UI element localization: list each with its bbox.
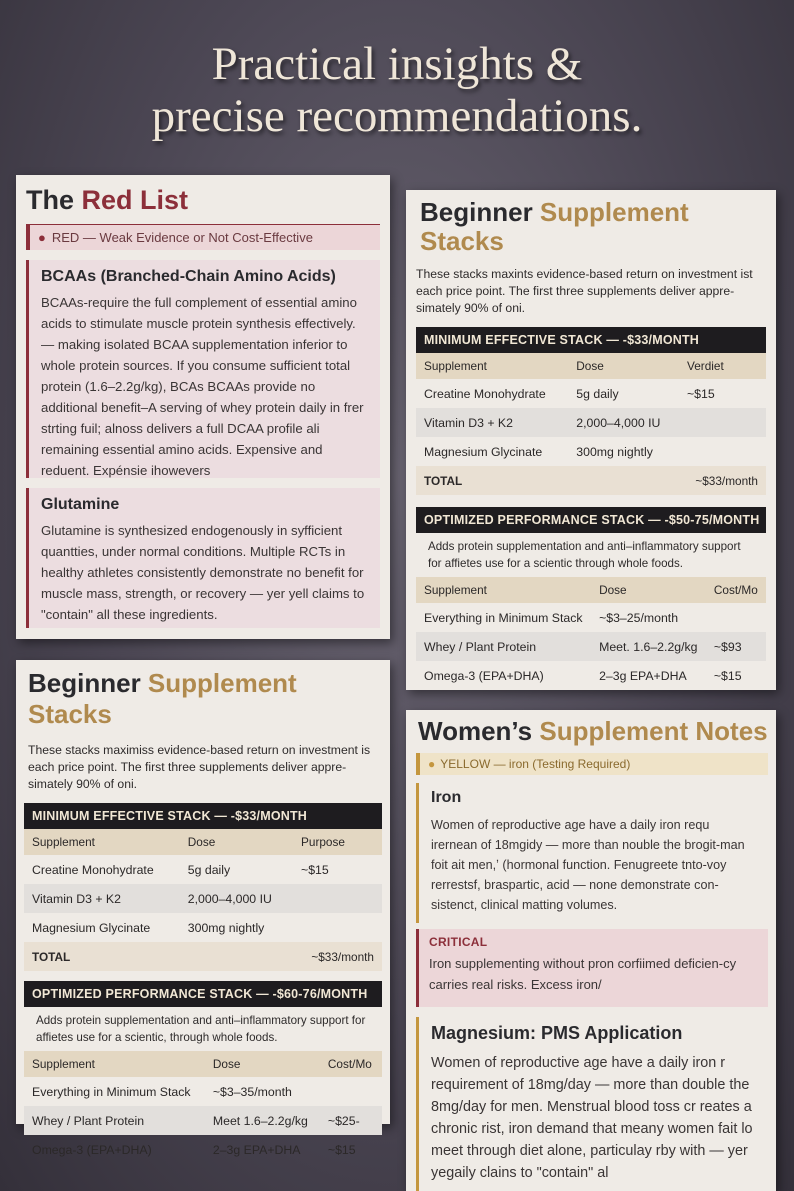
table-total-row [24, 942, 382, 971]
cell: ~$3–25/month [599, 610, 679, 625]
cell: 300mg nightly [187, 920, 265, 935]
beginner-left-title-a: Beginner [28, 668, 148, 698]
cell: Omega-3 (EPA+DHA) [32, 1142, 152, 1157]
cell: ~$3–35/month [212, 1084, 292, 1099]
cell [679, 437, 766, 466]
womens-title [418, 716, 768, 747]
red-list-title [26, 185, 380, 216]
cell: ~$93 [706, 632, 766, 661]
opt-stack-note-right: Adds protein supplementation and anti–inflammatory support for affietes use for a scientic through whole foods. [428, 540, 741, 570]
critical-body: Iron supplementing without pron corfiimed deficien-cy carries real risks. Excess iron/ [429, 956, 737, 992]
col-cost: Cost/Mo [706, 577, 766, 603]
table-row [416, 437, 766, 466]
womens-title-b: Supplement Notes [539, 716, 768, 746]
cell: Meet 1.6–2.2g/kg [205, 1106, 320, 1135]
cell: 2–3g EPA+DHA [599, 668, 687, 683]
cell: ~$15 [327, 1142, 356, 1157]
cell [679, 408, 766, 437]
cell [293, 913, 382, 942]
red-list-card [16, 175, 390, 639]
table-row [24, 1135, 382, 1164]
entry-glutamine-title: Glutamine [41, 496, 120, 513]
cell [293, 884, 382, 913]
col-supplement: Supplement [416, 353, 568, 379]
entry-bcaas-title: BCAAs (Branched-Chain Amino Acids) [41, 268, 336, 285]
entry-glutamine [26, 488, 380, 628]
red-list-title-a: The [26, 185, 82, 215]
min-stack-header-right: MINIMUM EFFECTIVE STACK — -$33/MONTH [416, 327, 766, 353]
cell: Magnesium Glycinate [424, 444, 543, 459]
cell: Whey / Plant Protein [24, 1106, 205, 1135]
entry-iron-body: Women of reproductive age have a daily iron requ irernean of 18mgidy — more than nouble the brogit-man foit ait men,ʼ (hormonal function. Fenugreete tnto-voy rerrestsf, braspartic, acid — none demonstrate con-sistenct, clinical matting volumes. [431, 818, 745, 912]
cell: Magnesium Glycinate [32, 920, 151, 935]
col-dose: Dose [180, 829, 293, 855]
yellow-dot-icon: ● [428, 757, 436, 771]
red-banner [26, 224, 380, 250]
entry-glutamine-body: Glutamine is synthesized endogenously in syfficient quantties, under normal conditions. Multiple RCTs in healthy athletes consistently demonstrate no benefit for muscle mass, strength, or recovery — yer yell claims to "contain" all these ingredients. [41, 523, 365, 622]
table-row [24, 855, 382, 884]
cell: 5g daily [187, 862, 231, 877]
cell: ~$15 [713, 668, 742, 683]
total-label: TOTAL [24, 942, 180, 971]
opt-stack-header-right: OPTIMIZED PERFORMANCE STACK — -$50-75/MONTH [416, 507, 766, 533]
col-dose: Dose [205, 1051, 320, 1077]
opt-stack-note-left: Adds protein supplementation and anti–inflammatory support for affietes use for a scientic, through whole foods. [36, 1014, 366, 1044]
total-value: ~$33/month [293, 942, 382, 971]
table-row [416, 379, 766, 408]
col-dose: Dose [591, 577, 706, 603]
cell: Whey / Plant Protein [416, 632, 591, 661]
min-stack-table-right [416, 353, 766, 495]
entry-magnesium-title: Magnesium: PMS Application [431, 1023, 683, 1043]
cell: Vitamin D3 + K2 [416, 408, 568, 437]
beginner-right-title [420, 198, 766, 256]
col-dose: Dose [568, 353, 679, 379]
cell: Creatine Monohydrate [424, 386, 546, 401]
headline-line-2: precise recommendations. [151, 90, 643, 142]
cell [320, 1077, 382, 1106]
table-row [416, 408, 766, 437]
col-cost: Cost/Mo [320, 1051, 382, 1077]
cell: ~$25- [320, 1106, 382, 1135]
table-row [416, 632, 766, 661]
beginner-stacks-card-left [16, 660, 390, 1157]
womens-notes-card [406, 710, 776, 1191]
entry-bcaas [26, 260, 380, 478]
min-stack-header-left: MINIMUM EFFECTIVE STACK — -$33/MONTH [24, 803, 382, 829]
entry-magnesium-body: Women of reproductive age have a daily iron r requirement of 18mg/day — more than double the 8mg/day for men. Menstrual blood toss cr reates a chronic rist, iron demand that meany women fait lo meet through diet alone, particulay rby with — yer yegaily clains to "contain" al [431, 1055, 753, 1181]
yellow-banner [416, 753, 768, 775]
col-supplement: Supplement [24, 1051, 205, 1077]
red-dot-icon: ● [38, 230, 46, 245]
cell: Everything in Minimum Stack [32, 1084, 191, 1099]
opt-stack-table-left [24, 1051, 382, 1164]
table-row [416, 661, 766, 690]
cell: Everything in Minimum Stack [424, 610, 583, 625]
table-row [24, 1106, 382, 1135]
cell: ~$15 [687, 386, 715, 401]
cell: Creatine Monohydrate [32, 862, 154, 877]
beginner-left-intro: These stacks maximiss evidence-based return on investment is each price point. The first three supplements deliver appre-simately 90% of oni. [28, 743, 371, 791]
col-supplement: Supplement [24, 829, 180, 855]
womens-title-a: Women’s [418, 716, 540, 746]
table-row [416, 603, 766, 632]
beginner-right-intro: These stacks maxints evidence-based return on investment ist each price point. The first three supplements deliver appre-simately 90% of oni. [416, 267, 753, 315]
cell: ~$15 [301, 862, 329, 877]
entry-magnesium [416, 1017, 768, 1191]
table-row [24, 913, 382, 942]
beginner-stacks-card-right [406, 190, 776, 690]
entry-iron [416, 783, 768, 923]
col-verdict: Verdiet [679, 353, 766, 379]
table-row [24, 884, 382, 913]
table-row [24, 1077, 382, 1106]
beginner-left-title [28, 668, 382, 730]
cell [706, 603, 766, 632]
critical-callout [416, 929, 768, 1007]
cell: 2,000–4,000 IU [568, 408, 679, 437]
headline-line-1: Practical insights & [211, 38, 583, 90]
opt-stack-table-right [416, 577, 766, 690]
cell: Omega-3 (EPA+DHA) [424, 668, 544, 683]
col-purpose: Purpose [293, 829, 382, 855]
beginner-right-title-b: Supplement Stacks [420, 197, 689, 256]
cell: Meet. 1.6–2.2g/kg [591, 632, 706, 661]
yellow-banner-text: YELLOW — iron (Testing Required) [440, 757, 631, 771]
page-headline [0, 38, 794, 142]
cell: 5g daily [576, 386, 619, 401]
red-banner-text: RED — Weak Evidence or Not Cost-Effective [51, 230, 313, 245]
cell: Vitamin D3 + K2 [24, 884, 180, 913]
col-supplement: Supplement [416, 577, 591, 603]
entry-bcaas-body: BCAAs-require the full complement of essential amino acids to stimulate muscle protein synthesis effectively. — making isolated BCAA supplementation inferior to whole protein sources. If you consume sufficient total protein (1.6–2.2g/kg), BCAs BCAAs provide no additional benefit–A serving of whey protein daily in frer strting fuil; alnoss delivers a full DCAA profile ali remaining essential amino acids. Expensive and reduent. Expénsie ihowevers [41, 295, 364, 478]
critical-label: CRITICAL [429, 935, 488, 949]
red-list-title-b: Red List [81, 185, 189, 215]
min-stack-table-left [24, 829, 382, 971]
cell: 2,000–4,000 IU [180, 884, 293, 913]
entry-iron-title: Iron [431, 789, 462, 806]
beginner-right-title-a: Beginner [420, 197, 540, 227]
cell: 2–3g EPA+DHA [212, 1142, 301, 1157]
beginner-left-title-b: Supplement Stacks [28, 668, 297, 729]
total-label: TOTAL [416, 466, 568, 495]
total-value: ~$33/month [679, 466, 766, 495]
table-total-row [416, 466, 766, 495]
cell: 300mg nightly [576, 444, 653, 459]
opt-stack-header-left: OPTIMIZED PERFORMANCE STACK — -$60-76/MONTH [24, 981, 382, 1007]
